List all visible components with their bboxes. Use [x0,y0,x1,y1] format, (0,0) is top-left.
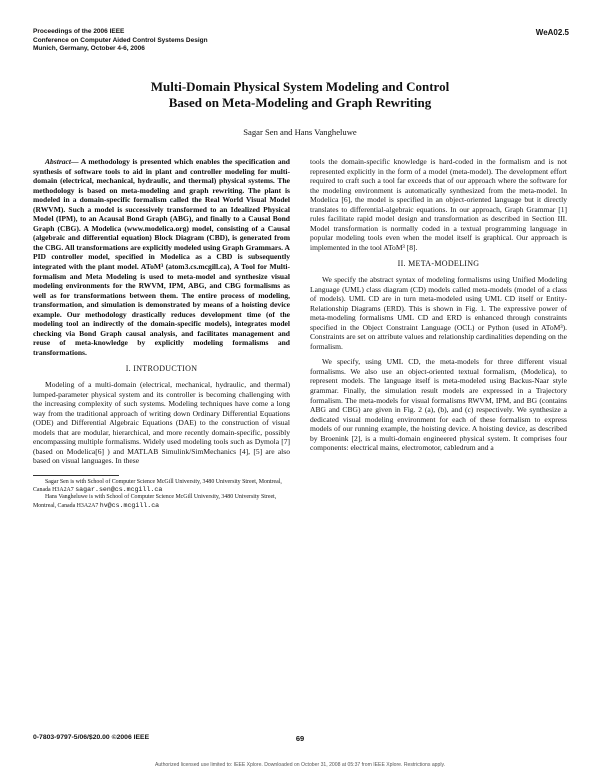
footnote-vangheluwe-email: hv@cs.mcgill.ca [99,501,160,509]
meta-paragraph-2: We specify, using UML CD, the meta-models for three different visual formalisms. We also use an object-oriented textual formalism, (Modelica), to represent models. The language itself is meta-modeled using Backus-Naar style grammar. Finally, the simulation result models are expressed in a Trajectory formalism. The meta-models for visual formalisms RWVM, IPM, and BG (contains ABG and CBG) are given in Fig. 2 (a), (b), and (c) respectively. We synthesize a dedicated visual modeling environment for each of these formalism to express models of our running example, the hoisting device. A hoisting device, as described by Broenink [2], is a multi-domain engineered physical system. It comprises four components: electrical mains, electromotor, cabledrum and a [310,357,567,453]
right-column [310,157,567,453]
abstract-label: Abstract [45,157,71,166]
proceedings-line-1: Proceedings of the 2006 IEEE [33,28,125,35]
footnote-vangheluwe [33,494,290,509]
proceedings-header [33,28,208,54]
paper-authors: Sagar Sen and Hans Vangheluwe [243,127,357,137]
abstract-text: — A methodology is presented which enables the specification and synthesis of software tools to aid in plant and controller modeling for multi-domain (electrical, mechanical, hydraulic, and thermal) physical systems. The methodology is based on meta-modeling and graph rewriting. The plant is modeled in a domain-specific formalism called the Real World Visual Model (RWVM). Such a model is successively transformed to an Idealized Physical Model (IPM), to an Acausal Bond Graph (ABG), and finally to a Causal Bond Graph (CBG). A Modelica (www.modelica.org) model, consisting of a Causal (algebraic and differential equation) Block Diagram (CBD), is generated from the CBG. All transformations are explicitly modeled using Graph Grammars. A PID controller model, specified in Modelica as a CBD is subsequently integrated with the plant model. AToM³ (atom3.cs.mcgill.ca), A Tool for Multi-formalism and Meta Modeling is used to meta-model and synthesize visual modeling environments for the RWVM, IPM, ABG, and CBG formalisms as well as for transformations between them. The entire process of modeling, transformation, and simulation is demonstrated by means of a hoisting device example. Our methodology drastically reduces development time (of the modeling tool an indirectly of the domain-specific models), integrates model checking via Bond Graph causal analysis, and facilitates management and reuse of meta-knowledge by explicitly modeling formalisms and transformations. [33,157,290,357]
paper-title [60,79,540,111]
intro-paragraph-1: Modeling of a multi-domain (electrical, mechanical, hydraulic, and thermal) lumped-parameter physical system and its controller is becoming challenging with the increasing complexity of such systems. Modeling techniques have come a long way from the traditional approach of writing down Ordinary Differential Equations (ODE) and Differential Algebraic Equations (DAE) to the construction of visual models that are modular, hierarchical, and more recently domain-specific, possibly encompassing multiple formalisms. Widely used modeling tools such as Dymola [7](based on Modelica[6] ) and MATLAB Simulink/SimMechanics [4], [5] are also based on visual languages. In these [33,380,290,466]
section-heading-introduction: I. INTRODUCTION [125,364,198,374]
title-line-2: Based on Meta-Modeling and Graph Rewriting [168,95,432,110]
title-line-1: Multi-Domain Physical System Modeling and Control [150,79,450,94]
section-heading-meta-modeling: II. META-MODELING [397,259,480,269]
left-column [33,157,290,510]
isbn-copyright: 0-7803-9797-5/06/$20.00 ©2006 IEEE [33,734,150,741]
paper-id: WeA02.5 [535,28,569,37]
meta-paragraph-1: We specify the abstract syntax of modeling formalisms using Unified Modeling Language (UML) class diagram (CD) models called meta-models (model of a class of models). UML CD are in turn meta-modeled using UML CD itself or Entity-Relationship Diagrams (ERD). This is shown in Fig. 1. The expressive power of meta-modeling formalisms UML CD and ERD is enhanced through constraints specified in the Object Constraint Language (OCL) or Python (used in AToM³). Constraints are set on attribute values and relationship cardinalities depending on the formalism. [310,275,567,351]
proceedings-line-2: Conference on Computer Aided Control Systems Design [33,36,208,44]
proceedings-line-3: Munich, Germany, October 4-6, 2006 [33,45,145,53]
footnote-sen-email: sagar.sen@cs.mcgill.ca [75,486,163,494]
footnote-sen [33,479,290,494]
footnote-sen-text: Sagar Sen is with School of Computer Science McGill University, 3480 University Street, Montreal, Canada H3A2A7 [33,478,282,494]
footnote-vangheluwe-text: Hans Vangheluwe is with School of Computer Science McGill University, 3480 University Street, Montreal, Canada H3A2A7 [33,494,277,509]
page-number: 69 [295,734,305,743]
license-notice: Authorized licensed use limited to: IEEE Xplore. Downloaded on October 31, 2008 at 05:37 from IEEE Xplore. Restrictions apply. [154,762,446,768]
abstract [33,157,290,357]
intro-paragraph-1-continued: tools the domain-specific knowledge is hard-coded in the formalism and is not represented explicitly in the form of a model (meta-model). The development effort required to craft such a tool far exceeds that of our approach where the software for the modeling environment is automatically synthesized from the meta-model. In Modelica [6], the model is specified in an object-oriented language but it directly translates to differential-algebraic equations. In our approach, Graph Grammar [1] rules facilitate rapid model design and transformation as described in Section III. Model transformation is normally coded in a textual programming language in popular modeling tools even when the model itself is graphical. Our approach is implemented in the tool AToM³ [8]. [310,157,567,252]
footnote-separator [33,475,119,476]
